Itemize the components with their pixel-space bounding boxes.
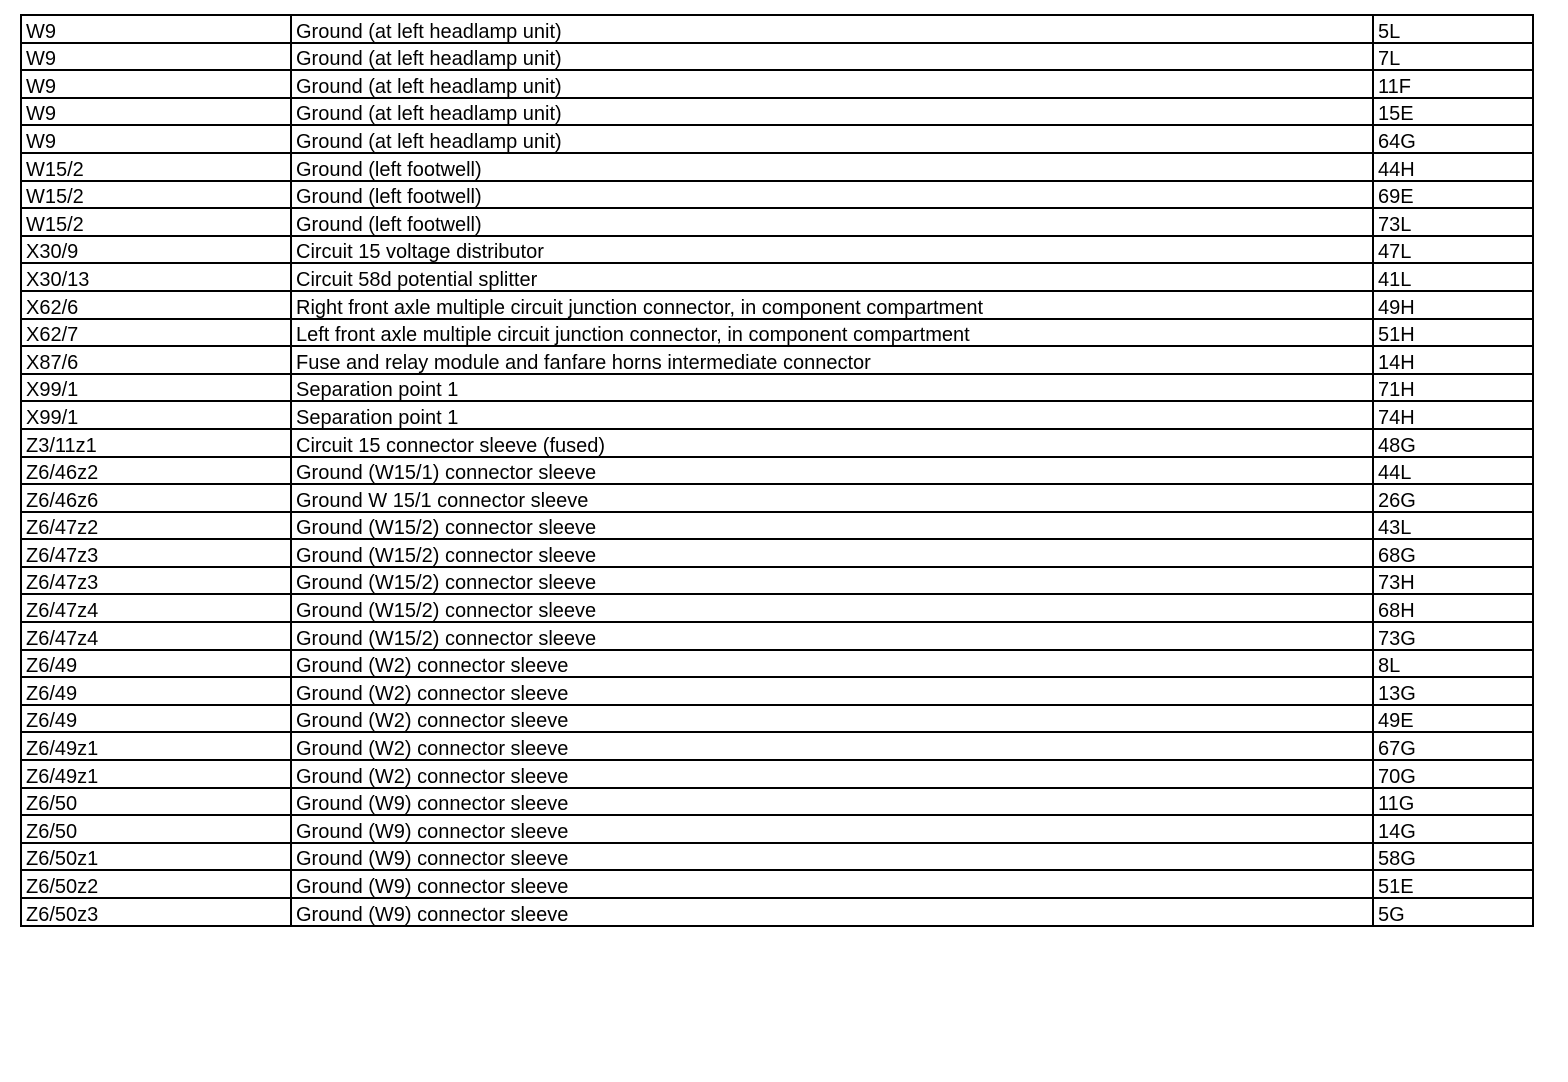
grid-location-cell: 7L: [1373, 43, 1533, 71]
component-description-cell: Ground W 15/1 connector sleeve: [291, 484, 1373, 512]
component-description-cell: Circuit 15 voltage distributor: [291, 236, 1373, 264]
grid-location-cell: 5G: [1373, 898, 1533, 926]
grid-location-cell: 14H: [1373, 346, 1533, 374]
table-row: [21, 870, 1533, 898]
component-code-cell: Z6/46z2: [21, 457, 291, 485]
component-code-cell: X62/7: [21, 319, 291, 347]
component-code-cell: X99/1: [21, 401, 291, 429]
grid-location-cell: 15E: [1373, 98, 1533, 126]
component-description-cell: Ground (at left headlamp unit): [291, 98, 1373, 126]
grid-location-cell: 41L: [1373, 263, 1533, 291]
table-row: [21, 484, 1533, 512]
component-code-cell: W9: [21, 43, 291, 71]
table-body: [21, 15, 1533, 926]
grid-location-cell: 51E: [1373, 870, 1533, 898]
component-code-cell: Z6/50z3: [21, 898, 291, 926]
component-code-cell: Z3/11z1: [21, 429, 291, 457]
grid-location-cell: 73L: [1373, 208, 1533, 236]
grid-location-cell: 73H: [1373, 567, 1533, 595]
table-row: [21, 760, 1533, 788]
grid-location-cell: 58G: [1373, 843, 1533, 871]
component-code-cell: Z6/47z4: [21, 594, 291, 622]
table-row: [21, 843, 1533, 871]
component-description-cell: Circuit 15 connector sleeve (fused): [291, 429, 1373, 457]
table-row: [21, 677, 1533, 705]
component-description-cell: Ground (W15/1) connector sleeve: [291, 457, 1373, 485]
grid-location-cell: 47L: [1373, 236, 1533, 264]
table-row: [21, 153, 1533, 181]
table-row: [21, 98, 1533, 126]
component-code-cell: Z6/47z4: [21, 622, 291, 650]
component-code-cell: W9: [21, 15, 291, 43]
grid-location-cell: 49E: [1373, 705, 1533, 733]
grid-location-cell: 74H: [1373, 401, 1533, 429]
component-code-cell: W9: [21, 125, 291, 153]
component-code-cell: Z6/50: [21, 788, 291, 816]
component-code-cell: Z6/49: [21, 705, 291, 733]
table-row: [21, 319, 1533, 347]
component-code-cell: X30/13: [21, 263, 291, 291]
component-description-cell: Ground (at left headlamp unit): [291, 125, 1373, 153]
table-row: [21, 208, 1533, 236]
table-row: [21, 622, 1533, 650]
component-code-cell: Z6/49z1: [21, 760, 291, 788]
component-code-cell: Z6/49: [21, 650, 291, 678]
component-code-cell: Z6/50: [21, 815, 291, 843]
component-description-cell: Ground (W2) connector sleeve: [291, 760, 1373, 788]
component-code-cell: X87/6: [21, 346, 291, 374]
grid-location-cell: 43L: [1373, 512, 1533, 540]
component-code-cell: W9: [21, 98, 291, 126]
component-description-cell: Ground (W9) connector sleeve: [291, 843, 1373, 871]
component-description-cell: Ground (W15/2) connector sleeve: [291, 594, 1373, 622]
table-row: [21, 594, 1533, 622]
component-code-cell: X30/9: [21, 236, 291, 264]
table-row: [21, 512, 1533, 540]
component-description-cell: Ground (W2) connector sleeve: [291, 677, 1373, 705]
table-row: [21, 263, 1533, 291]
grid-location-cell: 8L: [1373, 650, 1533, 678]
grid-location-cell: 13G: [1373, 677, 1533, 705]
grid-location-cell: 26G: [1373, 484, 1533, 512]
component-code-cell: Z6/49: [21, 677, 291, 705]
component-code-cell: Z6/49z1: [21, 732, 291, 760]
grid-location-cell: 71H: [1373, 374, 1533, 402]
table-row: [21, 457, 1533, 485]
table-row: [21, 539, 1533, 567]
component-code-cell: W9: [21, 70, 291, 98]
component-description-cell: Separation point 1: [291, 374, 1373, 402]
table-row: [21, 567, 1533, 595]
component-description-cell: Ground (W15/2) connector sleeve: [291, 539, 1373, 567]
component-code-cell: W15/2: [21, 208, 291, 236]
table-row: [21, 732, 1533, 760]
table-row: [21, 650, 1533, 678]
component-description-cell: Ground (W15/2) connector sleeve: [291, 622, 1373, 650]
component-code-cell: X62/6: [21, 291, 291, 319]
component-location-table: [20, 14, 1534, 927]
grid-location-cell: 14G: [1373, 815, 1533, 843]
table-row: [21, 181, 1533, 209]
component-code-cell: W15/2: [21, 181, 291, 209]
table-row: [21, 70, 1533, 98]
grid-location-cell: 73G: [1373, 622, 1533, 650]
component-description-cell: Ground (W2) connector sleeve: [291, 732, 1373, 760]
grid-location-cell: 11G: [1373, 788, 1533, 816]
component-description-cell: Right front axle multiple circuit junction connector, in component compartment: [291, 291, 1373, 319]
table-row: [21, 291, 1533, 319]
grid-location-cell: 64G: [1373, 125, 1533, 153]
component-code-cell: Z6/50z1: [21, 843, 291, 871]
grid-location-cell: 49H: [1373, 291, 1533, 319]
component-description-cell: Ground (left footwell): [291, 181, 1373, 209]
table-row: [21, 429, 1533, 457]
component-code-cell: W15/2: [21, 153, 291, 181]
grid-location-cell: 11F: [1373, 70, 1533, 98]
table-row: [21, 125, 1533, 153]
component-description-cell: Ground (W9) connector sleeve: [291, 788, 1373, 816]
table-row: [21, 43, 1533, 71]
grid-location-cell: 44H: [1373, 153, 1533, 181]
component-description-cell: Circuit 58d potential splitter: [291, 263, 1373, 291]
grid-location-cell: 48G: [1373, 429, 1533, 457]
component-description-cell: Ground (W2) connector sleeve: [291, 705, 1373, 733]
component-code-cell: Z6/46z6: [21, 484, 291, 512]
component-description-cell: Ground (left footwell): [291, 208, 1373, 236]
table-row: [21, 401, 1533, 429]
component-code-cell: Z6/50z2: [21, 870, 291, 898]
table-row: [21, 236, 1533, 264]
table-row: [21, 788, 1533, 816]
component-description-cell: Ground (at left headlamp unit): [291, 70, 1373, 98]
grid-location-cell: 44L: [1373, 457, 1533, 485]
component-code-cell: Z6/47z2: [21, 512, 291, 540]
grid-location-cell: 68H: [1373, 594, 1533, 622]
grid-location-cell: 69E: [1373, 181, 1533, 209]
component-code-cell: Z6/47z3: [21, 567, 291, 595]
grid-location-cell: 67G: [1373, 732, 1533, 760]
table-row: [21, 815, 1533, 843]
component-code-cell: Z6/47z3: [21, 539, 291, 567]
component-description-cell: Ground (W15/2) connector sleeve: [291, 512, 1373, 540]
component-description-cell: Fuse and relay module and fanfare horns intermediate connector: [291, 346, 1373, 374]
component-description-cell: Ground (W2) connector sleeve: [291, 650, 1373, 678]
component-description-cell: Ground (at left headlamp unit): [291, 43, 1373, 71]
component-description-cell: Separation point 1: [291, 401, 1373, 429]
table-row: [21, 346, 1533, 374]
table-row: [21, 898, 1533, 926]
component-description-cell: Ground (W15/2) connector sleeve: [291, 567, 1373, 595]
component-description-cell: Ground (W9) connector sleeve: [291, 898, 1373, 926]
component-code-cell: X99/1: [21, 374, 291, 402]
component-description-cell: Ground (left footwell): [291, 153, 1373, 181]
grid-location-cell: 68G: [1373, 539, 1533, 567]
grid-location-cell: 70G: [1373, 760, 1533, 788]
component-description-cell: Left front axle multiple circuit junction connector, in component compartment: [291, 319, 1373, 347]
table-row: [21, 374, 1533, 402]
grid-location-cell: 51H: [1373, 319, 1533, 347]
component-description-cell: Ground (W9) connector sleeve: [291, 815, 1373, 843]
table-row: [21, 15, 1533, 43]
component-description-cell: Ground (at left headlamp unit): [291, 15, 1373, 43]
grid-location-cell: 5L: [1373, 15, 1533, 43]
component-description-cell: Ground (W9) connector sleeve: [291, 870, 1373, 898]
table-row: [21, 705, 1533, 733]
